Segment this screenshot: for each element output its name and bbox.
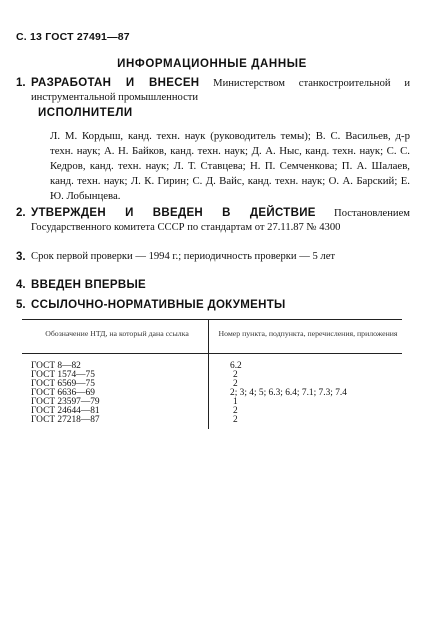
table-cell-clause: 2 xyxy=(233,415,238,425)
section-3 xyxy=(16,250,410,264)
section-heading: ВВЕДЕН ВПЕРВЫЕ xyxy=(31,279,146,291)
section-body xyxy=(31,206,410,235)
table-cell-standard: ГОСТ 23597—79 xyxy=(31,397,100,407)
section-number: 3. xyxy=(16,251,26,263)
section-number: 4. xyxy=(16,279,26,291)
section-text: Постановлением Государственного комитета СССР по стандартам от 27.11.87 № 4300 xyxy=(31,208,410,233)
section-body xyxy=(31,76,410,105)
section-4 xyxy=(16,278,410,293)
section-2 xyxy=(16,206,410,235)
table-column-divider xyxy=(208,319,209,429)
references-table xyxy=(22,319,402,431)
table-cell-standard: ГОСТ 6569—75 xyxy=(31,379,95,389)
section-number: 5. xyxy=(16,299,26,311)
table-cell-standard: ГОСТ 1574—75 xyxy=(31,370,95,380)
table-header-clause: Номер пункта, подпункта, перечисления, приложения xyxy=(218,329,398,338)
section-heading: УТВЕРЖДЕН И ВВЕДЕН В ДЕЙСТВИЕ xyxy=(31,207,316,219)
section-5 xyxy=(16,298,410,313)
executors-heading: ИСПОЛНИТЕЛИ xyxy=(38,107,133,119)
section-body: Срок первой проверки — 1994 г.; периодичность проверки — 5 лет xyxy=(31,251,336,262)
table-header-rule xyxy=(22,353,402,354)
table-cell-standard: ГОСТ 24644—81 xyxy=(31,406,100,416)
table-header-designation: Обозначение НТД, на который дана ссылка xyxy=(45,329,189,338)
table-cell-clause: 2 xyxy=(233,379,238,389)
section-text: Министерством станкостроительной и инструментальной промышленности xyxy=(31,78,410,103)
table-cell-standard: ГОСТ 8—82 xyxy=(31,361,81,371)
standard-number: ГОСТ 27491—87 xyxy=(45,31,130,43)
page-header xyxy=(16,31,130,43)
section-heading: ССЫЛОЧНО-НОРМАТИВНЫЕ ДОКУМЕНТЫ xyxy=(31,299,286,311)
table-cell-clause: 6.2 xyxy=(230,361,242,371)
table-cell-standard: ГОСТ 6636—69 xyxy=(31,388,95,398)
table-cell-clause: 2 xyxy=(233,406,238,416)
document-title: ИНФОРМАЦИОННЫЕ ДАННЫЕ xyxy=(117,58,307,70)
table-cell-clause: 2; 3; 4; 5; 6.3; 6.4; 7.1; 7.3; 7.4 xyxy=(230,388,347,398)
section-heading: РАЗРАБОТАН И ВНЕСЕН xyxy=(31,77,200,89)
section-number: 1. xyxy=(16,77,26,89)
section-1 xyxy=(16,76,410,105)
table-top-rule xyxy=(22,319,402,320)
table-cell-standard: ГОСТ 27218—87 xyxy=(31,415,100,425)
executors-list: Л. М. Кордыш, канд. техн. наук (руководитель темы); В. С. Васильев, д-р техн. наук; А. Н. Байков, канд. техн. наук; Д. А. Ныс, канд. техн. наук; С. С. Кедров, канд. техн. наук; Л. Т. Ставцева; Н. П. Семченкова; П. А. Шалаев, канд. техн. наук; Л. К. Гирин; С. Д. Вайс, канд. техн. наук; О. А. Барский; Е. Ю. Лобынцева. xyxy=(50,130,410,202)
page-number: С. 13 xyxy=(16,31,43,43)
section-number: 2. xyxy=(16,207,26,219)
table-cell-clause: 1 xyxy=(233,397,238,407)
table-cell-clause: 2 xyxy=(233,370,238,380)
